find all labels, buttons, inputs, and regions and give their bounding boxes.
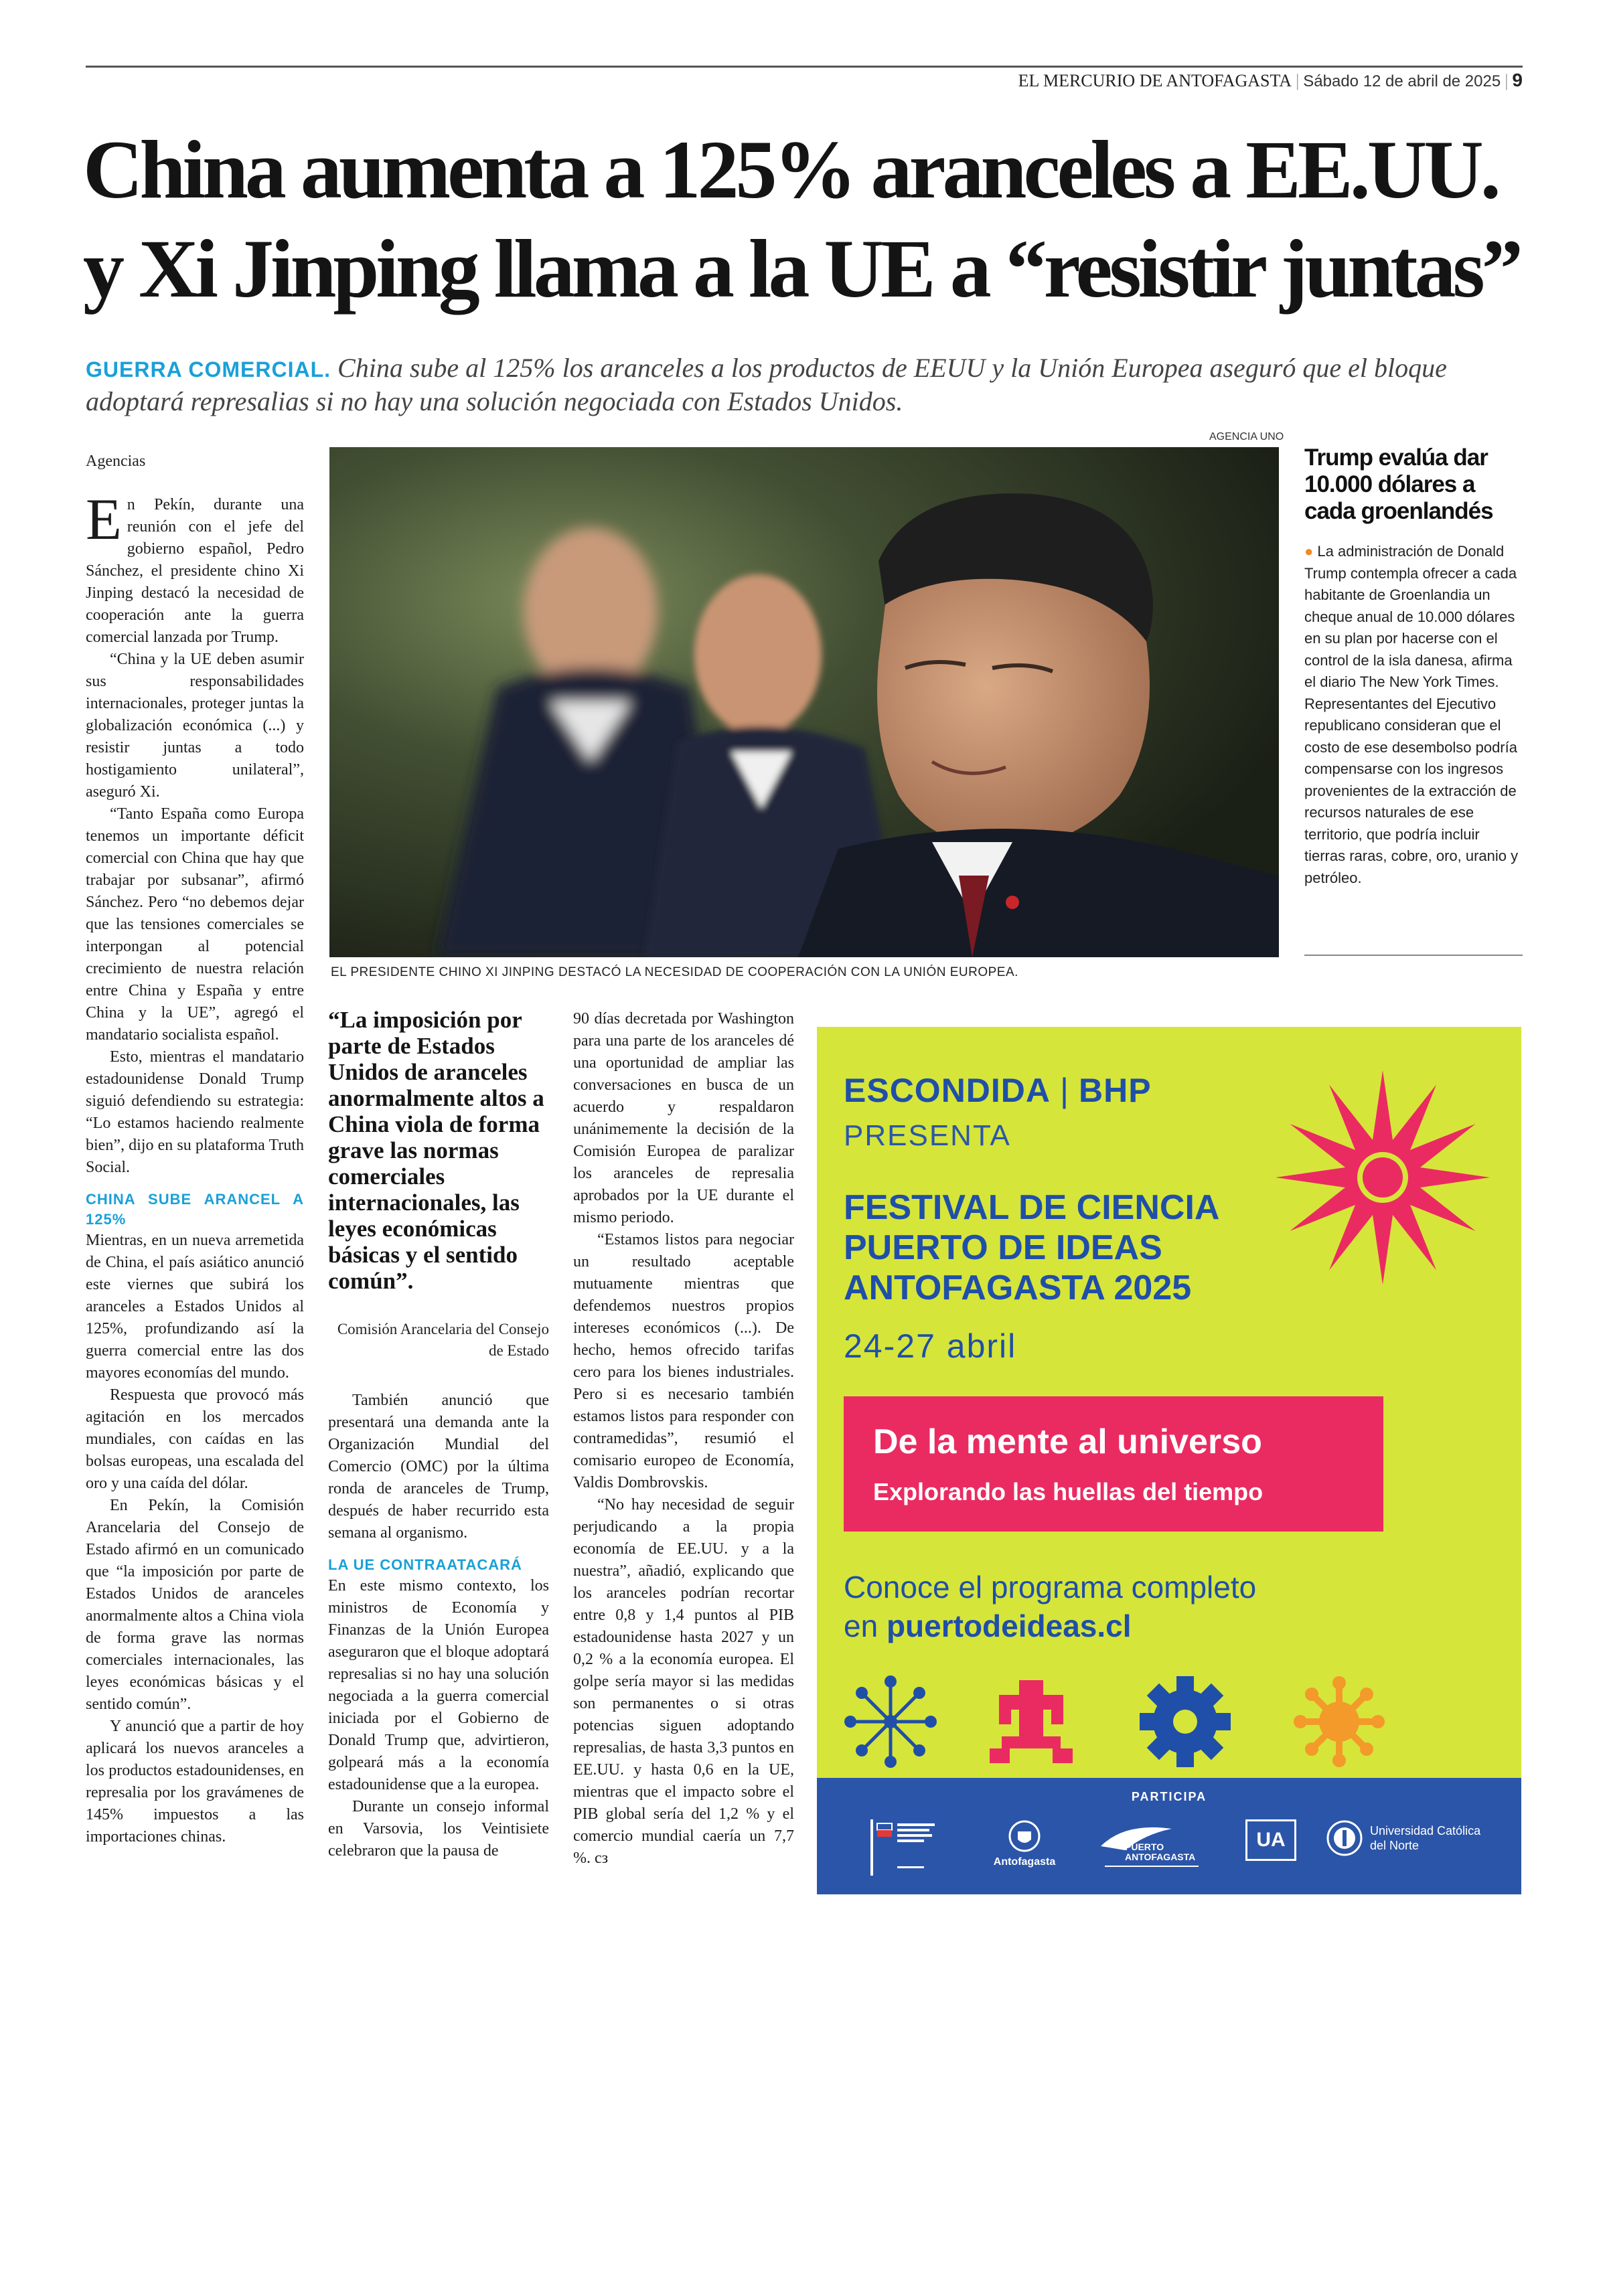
ad-url-link[interactable]: puertodeideas.cl bbox=[886, 1609, 1132, 1643]
article-column-3 bbox=[573, 1008, 794, 1870]
paragraph: “Tanto España como Europa tenemos un importante déficit comercial con China que hay que trabajar por subsanar”, afirmó Sánchez. Pero “no debemos dejar que las tensiones comerciales se interpongan al potencial crecimiento de nuestra relación entre China y España y entre China y la UE”, agregó el mandatario socialista español. bbox=[86, 805, 304, 1044]
byline: Agencias bbox=[86, 453, 146, 470]
sidebar-rule bbox=[1304, 955, 1523, 956]
ad-slogan-title: De la mente al universo bbox=[873, 1422, 1262, 1461]
masthead: EL MERCURIO DE ANTOFAGASTA | Sábado 12 de abril de 2025 | 9 bbox=[1018, 70, 1523, 90]
network-icon bbox=[844, 1675, 937, 1768]
subhead-china: CHINA SUBE ARANCEL A 125% bbox=[86, 1191, 304, 1228]
paragraph: Mientras, en un nueva arremetida de China, el país asiático anunció este viernes que subirá los aranceles a Estados Unidos al 125%, profundizando así la guerra comercial entre las dos mayores economías del mundo. bbox=[86, 1232, 304, 1382]
puerto-antofagasta-logo: PUERTO ANTOFAGASTA bbox=[1098, 1819, 1212, 1876]
paragraph: También anunció que presentará una demanda ante la Organización Mundial del Comercio (OMC) por la última ronda de aranceles de Trump, después de haber recurrido esta semana al organismo. bbox=[328, 1392, 549, 1542]
subhead-ue: LA UE CONTRAATACARÁ bbox=[328, 1556, 522, 1573]
paragraph: 90 días decretada por Washington para una parte de los aranceles dé una oportunidad de ampliar las conversaciones en busca de un acuerdo y respaldaron unánimemente la decisión de la Comisión Europea de paralizar los aranceles de represalia aprobados por la UE durante el mismo periodo. bbox=[573, 1010, 794, 1226]
deck-kicker: GUERRA COMERCIAL. bbox=[86, 357, 331, 382]
ad-participa: PARTICIPA bbox=[1131, 1790, 1207, 1803]
sunburst-icon bbox=[1272, 1067, 1493, 1288]
top-rule bbox=[86, 66, 1523, 68]
antofagasta-logo: Antofagasta bbox=[984, 1819, 1065, 1876]
ad-festival-title: FESTIVAL DE CIENCIA PUERTO DE IDEAS ANTOFAGASTA 2025 bbox=[844, 1188, 1220, 1307]
virus-icon bbox=[1294, 1676, 1385, 1767]
paragraph: Respuesta que provocó más agitación en los mercados mundiales, con caídas en las bolsas europeas, una escalada del oro y una caída del dólar. bbox=[86, 1386, 304, 1492]
ad-brand: ESCONDIDA | BHP bbox=[844, 1072, 1152, 1109]
ad-icon-row bbox=[844, 1675, 1486, 1769]
headline-line-1: China aumenta a 125% aranceles a EE.UU. bbox=[83, 124, 1498, 216]
issue-date: Sábado 12 de abril de 2025 bbox=[1303, 72, 1501, 90]
paragraph: “China y la UE deben asumir sus responsabilidades internacionales, proteger juntas la globalización económica (...) y resistir juntas a todo hostigamiento unilateral”, aseguró Xi. bbox=[86, 651, 304, 801]
photo-caption: EL PRESIDENTE CHINO XI JINPING DESTACÓ LA NECESIDAD DE COOPERACIÓN CON LA UNIÓN EUROPEA. bbox=[331, 965, 1018, 979]
photo-xi-jinping bbox=[329, 447, 1279, 957]
paragraph: Esto, mientras el mandatario estadounidense Donald Trump siguió defendiendo su estrategia: “Lo estamos haciendo realmente bien”, dijo en su plataforma Truth Social. bbox=[86, 1048, 304, 1176]
deck-text: China sube al 125% los aranceles a los productos de EEUU y la Unión Europea aseguró que el bloque adoptará represalias si no hay una solución negociada con Estados Unidos. bbox=[86, 353, 1447, 416]
page-number: 9 bbox=[1512, 70, 1523, 90]
government-shield-icon bbox=[870, 1819, 937, 1876]
ucn-crest-icon bbox=[1326, 1819, 1363, 1857]
publication-name: EL MERCURIO DE ANTOFAGASTA bbox=[1018, 71, 1292, 90]
gobierno-logo bbox=[870, 1819, 937, 1876]
gear-icon bbox=[1140, 1676, 1231, 1767]
headline bbox=[83, 120, 1536, 319]
ad-presenta: PRESENTA bbox=[844, 1119, 1011, 1152]
sidebar-title: Trump evalúa dar 10.000 dólares a cada groenlandés bbox=[1304, 444, 1493, 524]
ucn-logo: Universidad Católica del Norte bbox=[1326, 1819, 1500, 1876]
ad-slogan-subtitle: Explorando las huellas del tiempo bbox=[873, 1478, 1264, 1505]
article-column-2 bbox=[328, 1390, 549, 1862]
pull-quote: “La imposición por parte de Estados Unidos de aranceles anormalmente altos a China viola de forma grave las normas comerciales internacionales, las leyes económicas básicas y el sentido común”. bbox=[328, 1007, 544, 1294]
pull-quote-source: Comisión Arancelaria del Consejo de Estado bbox=[337, 1321, 549, 1359]
ad-program: Conoce el programa completo en puertodeideas.cl bbox=[844, 1570, 1257, 1643]
paragraph: En este mismo contexto, los ministros de Economía y Finanzas de la Unión Europea aseguraron que el bloque adoptará represalias si no hay una solución negociada a la guerra comercial iniciada por el Gobierno de Donald Trump que, advirtieron, golpeará más a la economía estadounidense que a la europea. bbox=[328, 1577, 549, 1793]
deck bbox=[86, 352, 1525, 418]
bullet-icon: ● bbox=[1304, 543, 1314, 560]
totem-icon bbox=[990, 1680, 1073, 1763]
paragraph: “No hay necesidad de seguir perjudicando a la propia economía de EE.UU. y a la nuestra”, añadió, explicando que los aranceles podrían recortar entre 0,8 y 1,4 puntos al PIB estadounidense hasta 2027 y un 0,2 % a la economía europea. El golpe sería mayor si las medidas son permanentes o si otras potencias siguen adoptando represalias, de hasta 3,3 puntos en EE.UU. y hasta 0,6 en la UE, mientras que el impacto sobre el PIB global sería del 1,2 % y el comercio mundial caería un 7,7 %. cз bbox=[573, 1496, 794, 1867]
sidebar-body: ● La administración de Donald Trump contempla ofrecer a cada habitante de Groenlandia un cheque anual de 10.000 dólares en su plan por hacerse con el control de la isla danesa, afirma el diario The New York Times. Representantes del Ejecutivo republicano consideran que el costo de ese desembolso podría compensarse con los ingresos provenientes de la extracción de recursos naturales de ese territorio, que podría incluir tierras raras, cobre, oro, uranio y petróleo. bbox=[1304, 543, 1519, 886]
article-column-1 bbox=[86, 487, 304, 1848]
ad-slogan-box bbox=[844, 1396, 1383, 1532]
lead-paragraph: En Pekín, durante una reunión con el jefe del gobierno español, Pedro Sánchez, el presidente chino Xi Jinping destacó la necesidad de cooperación ante la guerra comercial lanzada por Trump. bbox=[86, 487, 304, 646]
drop-cap: E bbox=[86, 487, 122, 552]
photo-image bbox=[329, 447, 1279, 957]
advertisement-puerto-de-ideas[interactable] bbox=[817, 1027, 1521, 1894]
paragraph: “Estamos listos para negociar un resultado aceptable mutuamente mientras que defendemos nuestros propios intereses económicos (...). De hecho, hemos ofrecido tarifas cero para los bienes industriales. Pero si es necesario también estamos listos para responder con contramedidas”, resumió el comisario europeo de Economía, Valdis Dombrovskis. bbox=[573, 1231, 794, 1491]
municipal-crest-icon bbox=[1008, 1819, 1041, 1853]
headline-line-2: y Xi Jinping llama a la UE a “resistir juntas” bbox=[83, 223, 1520, 315]
paragraph: Y anunció que a partir de hoy aplicará los nuevos aranceles a los productos estadounidenses, en represalia por los gravámenes de 145% impuestos a las importaciones chinas. bbox=[86, 1718, 304, 1846]
ad-dates: 24-27 abril bbox=[844, 1327, 1017, 1365]
photo-credit: AGENCIA UNO bbox=[1209, 431, 1284, 442]
paragraph: En Pekín, la Comisión Arancelaria del Consejo de Estado afirmó en un comunicado que “la imposición por parte de Estados Unidos de aranceles anormalmente altos a China viola de forma grave las normas comerciales internacionales, las leyes económicas básicas y el sentido común”. bbox=[86, 1497, 304, 1713]
paragraph: Durante un consejo informal en Varsovia, los Veintisiete celebraron que la pausa de bbox=[328, 1798, 549, 1860]
ua-logo: UA bbox=[1245, 1819, 1302, 1876]
end-mark: cз bbox=[595, 1850, 609, 1867]
ad-sponsor-footer bbox=[817, 1778, 1521, 1894]
